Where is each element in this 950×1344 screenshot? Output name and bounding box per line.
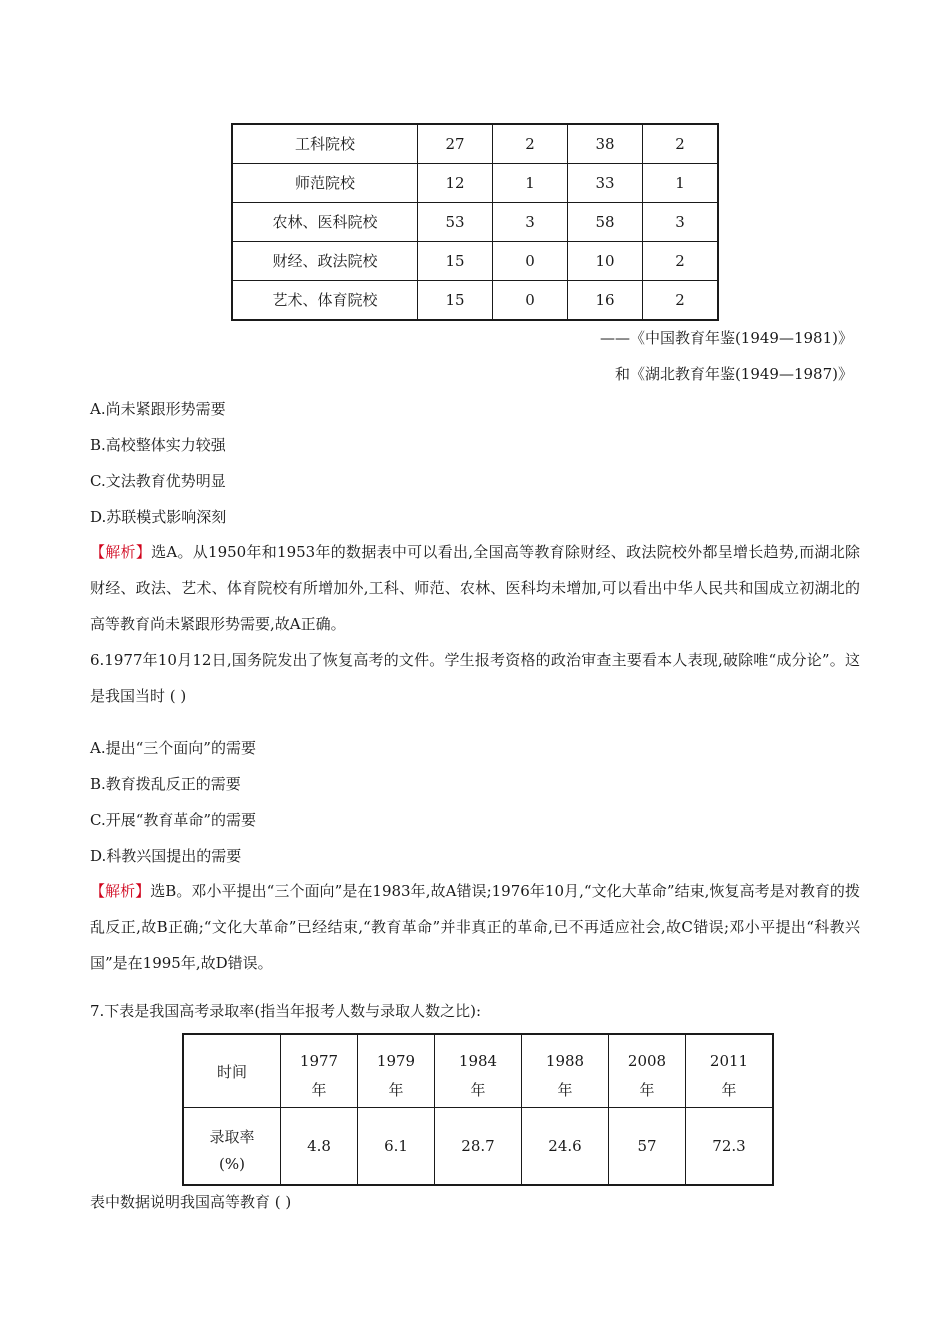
q5-option-a: A.尚未紧跟形势需要 bbox=[90, 400, 226, 418]
row-label-cell: 录取率 (%) bbox=[183, 1108, 281, 1186]
year-cell: 1988 年 bbox=[522, 1034, 609, 1108]
count-cell: 2 bbox=[643, 281, 719, 321]
q6-option-b: B.教育拨乱反正的需要 bbox=[90, 775, 241, 793]
analysis-tag: 【解析】 bbox=[90, 882, 151, 900]
count-cell: 16 bbox=[568, 281, 643, 321]
count-cell: 38 bbox=[568, 124, 643, 164]
rate-cell: 6.1 bbox=[358, 1108, 435, 1186]
q5-option-c: C.文法教育优势明显 bbox=[90, 472, 226, 490]
rate-cell: 4.8 bbox=[281, 1108, 358, 1186]
rate-cell: 57 bbox=[609, 1108, 686, 1186]
count-cell: 3 bbox=[643, 203, 719, 242]
count-cell: 33 bbox=[568, 164, 643, 203]
institution-type-cell: 师范院校 bbox=[232, 164, 418, 203]
institution-type-cell: 艺术、体育院校 bbox=[232, 281, 418, 321]
rate-cell: 24.6 bbox=[522, 1108, 609, 1186]
count-cell: 1 bbox=[493, 164, 568, 203]
analysis-tag: 【解析】 bbox=[90, 543, 152, 561]
year-cell: 2011 年 bbox=[686, 1034, 774, 1108]
year-cell: 1977 年 bbox=[281, 1034, 358, 1108]
table-row bbox=[232, 281, 718, 321]
q5-analysis-text: 选A。从1950年和1953年的数据表中可以看出,全国高等教育除财经、政法院校外都呈增长趋势,而湖北除财经、政法、艺术、体育院校有所增加外,工科、师范、农林、医科均未增加,可以看出中华人民共和国成立初湖北的高等教育尚未紧跟形势需要,故A正确。 bbox=[90, 543, 860, 633]
count-cell: 2 bbox=[643, 242, 719, 281]
count-cell: 58 bbox=[568, 203, 643, 242]
count-cell: 53 bbox=[418, 203, 493, 242]
institution-type-cell: 农林、医科院校 bbox=[232, 203, 418, 242]
count-cell: 2 bbox=[493, 124, 568, 164]
count-cell: 1 bbox=[643, 164, 719, 203]
q6-analysis bbox=[90, 873, 860, 981]
table-row bbox=[232, 164, 718, 203]
rate-cell: 72.3 bbox=[686, 1108, 774, 1186]
table-row bbox=[232, 242, 718, 281]
q5-analysis bbox=[90, 534, 860, 642]
q5-option-b: B.高校整体实力较强 bbox=[90, 436, 226, 454]
count-cell: 0 bbox=[493, 281, 568, 321]
university-count-table bbox=[231, 123, 719, 321]
q5-option-d: D.苏联模式影响深刻 bbox=[90, 508, 227, 526]
table-row bbox=[232, 203, 718, 242]
count-cell: 27 bbox=[418, 124, 493, 164]
q6-option-d: D.科教兴国提出的需要 bbox=[90, 847, 242, 865]
year-cell: 1979 年 bbox=[358, 1034, 435, 1108]
year-cell: 1984 年 bbox=[435, 1034, 522, 1108]
count-cell: 10 bbox=[568, 242, 643, 281]
q7-stem: 7.下表是我国高考录取率(指当年报考人数与录取人数之比): bbox=[90, 1002, 482, 1020]
admission-rate-table bbox=[182, 1033, 774, 1186]
count-cell: 2 bbox=[643, 124, 719, 164]
count-cell: 15 bbox=[418, 242, 493, 281]
q6-stem: 6.1977年10月12日,国务院发出了恢复高考的文件。学生报考资格的政治审查主要看本人表现,破除唯“成分论”。这是我国当时 ( ) bbox=[90, 651, 860, 705]
institution-type-cell: 财经、政法院校 bbox=[232, 242, 418, 281]
count-cell: 12 bbox=[418, 164, 493, 203]
table-row bbox=[232, 124, 718, 164]
count-cell: 3 bbox=[493, 203, 568, 242]
rate-cell: 28.7 bbox=[435, 1108, 522, 1186]
source-citation-1: ——《中国教育年鉴(1949—1981)》 bbox=[599, 329, 853, 347]
institution-type-cell: 工科院校 bbox=[232, 124, 418, 164]
header-label-cell: 时间 bbox=[183, 1034, 281, 1108]
count-cell: 0 bbox=[493, 242, 568, 281]
count-cell: 15 bbox=[418, 281, 493, 321]
q6-option-c: C.开展“教育革命”的需要 bbox=[90, 811, 257, 829]
source-citation-2: 和《湖北教育年鉴(1949—1987)》 bbox=[614, 365, 853, 383]
year-cell: 2008 年 bbox=[609, 1034, 686, 1108]
q6-analysis-text: 选B。邓小平提出“三个面向”是在1983年,故A错误;1976年10月,“文化大革命”结束,恢复高考是对教育的拨乱反正,故B正确;“文化大革命”已经结束,“教育革命”并非真正的革命,已不再适应社会,故C错误;邓小平提出“科教兴国”是在1995年,故D错误。 bbox=[90, 882, 860, 972]
q6-option-a: A.提出“三个面向”的需要 bbox=[90, 739, 256, 757]
q7-followup: 表中数据说明我国高等教育 ( ) bbox=[90, 1193, 292, 1211]
